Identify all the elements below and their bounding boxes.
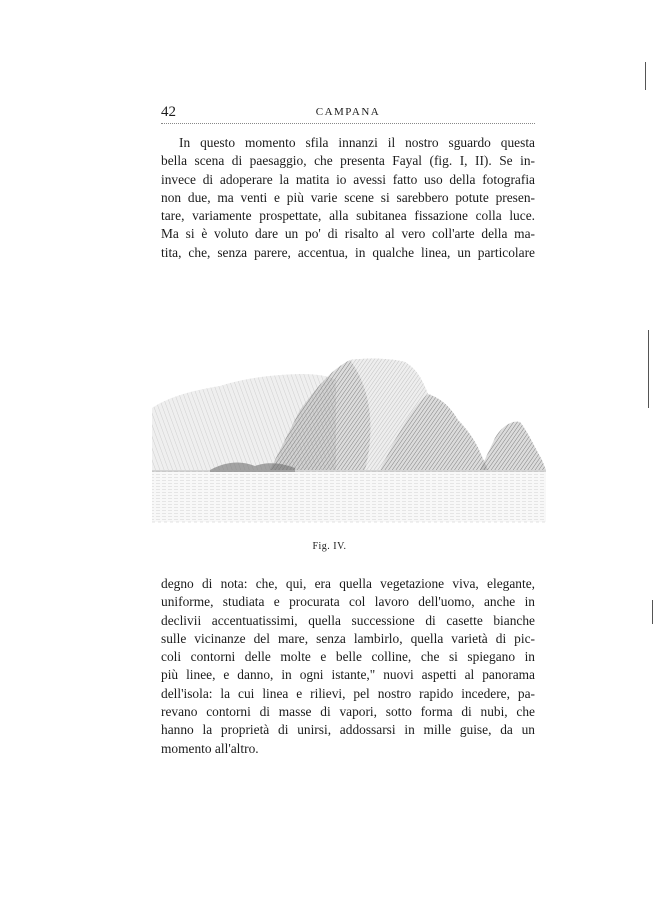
text-line: sulle vicinanze del mare, senza lambirlo, quella varietà di pic- — [161, 630, 535, 646]
text-line: più linee, e danno, in ogni istante," nuovi aspetti al panorama — [161, 667, 535, 683]
text-line: uniforme, studiata e procurata col lavoro dell'uomo, anche in — [161, 594, 535, 610]
text-line: coli contorni delle molte e belle colline, che si spiegano in — [161, 649, 535, 665]
text-line: dell'isola: la cui linea e rilievi, pel nostro rapido incedere, pa- — [161, 685, 535, 701]
text-line: momento all'altro. — [161, 740, 259, 756]
text-line: In questo momento sfila innanzi il nostro sguardo questa — [179, 135, 535, 150]
paragraph-1 — [161, 134, 535, 262]
text-line: bella scena di paesaggio, che presenta Fayal (fig. I, II). Se in- — [161, 153, 535, 169]
text-line: degno di nota: che, qui, era quella vegetazione viva, elegante, — [161, 576, 535, 591]
text-line: non due, ma venti e più varie scene si sarebbero potute presen- — [161, 189, 535, 205]
text-line: hanno la proprietà di unirsi, addossarsi in mille guise, da un — [161, 722, 535, 738]
scan-margin-mark — [648, 330, 649, 408]
text-line: invece di adoperare la matita io avessi fatto uso della fotografia — [161, 171, 535, 187]
scan-margin-mark — [652, 600, 653, 624]
text-line: Ma si è voluto dare un po' di risalto al vero coll'arte della ma- — [161, 226, 535, 242]
island-drawing — [150, 350, 548, 528]
figure-caption: Fig. IV. — [312, 541, 347, 552]
scan-margin-mark — [645, 62, 646, 90]
running-head: CAMPANA — [315, 106, 381, 118]
header-rule — [161, 123, 535, 124]
landscape-illustration — [150, 350, 548, 528]
page-header — [161, 104, 535, 124]
paragraph-2 — [161, 575, 535, 758]
text-line: tita, che, senza parere, accentua, in qualche linea, un particolare — [161, 244, 535, 260]
text-line: revano contorni di masse di vapori, sotto forma di nubi, che — [161, 704, 535, 720]
page-number: 42 — [161, 104, 176, 120]
text-line: tare, variamente prospettate, alla subitanea fissazione colla luce. — [161, 208, 535, 224]
text-line: declivii accentuatissimi, quella successione di casette bianche — [161, 612, 535, 628]
